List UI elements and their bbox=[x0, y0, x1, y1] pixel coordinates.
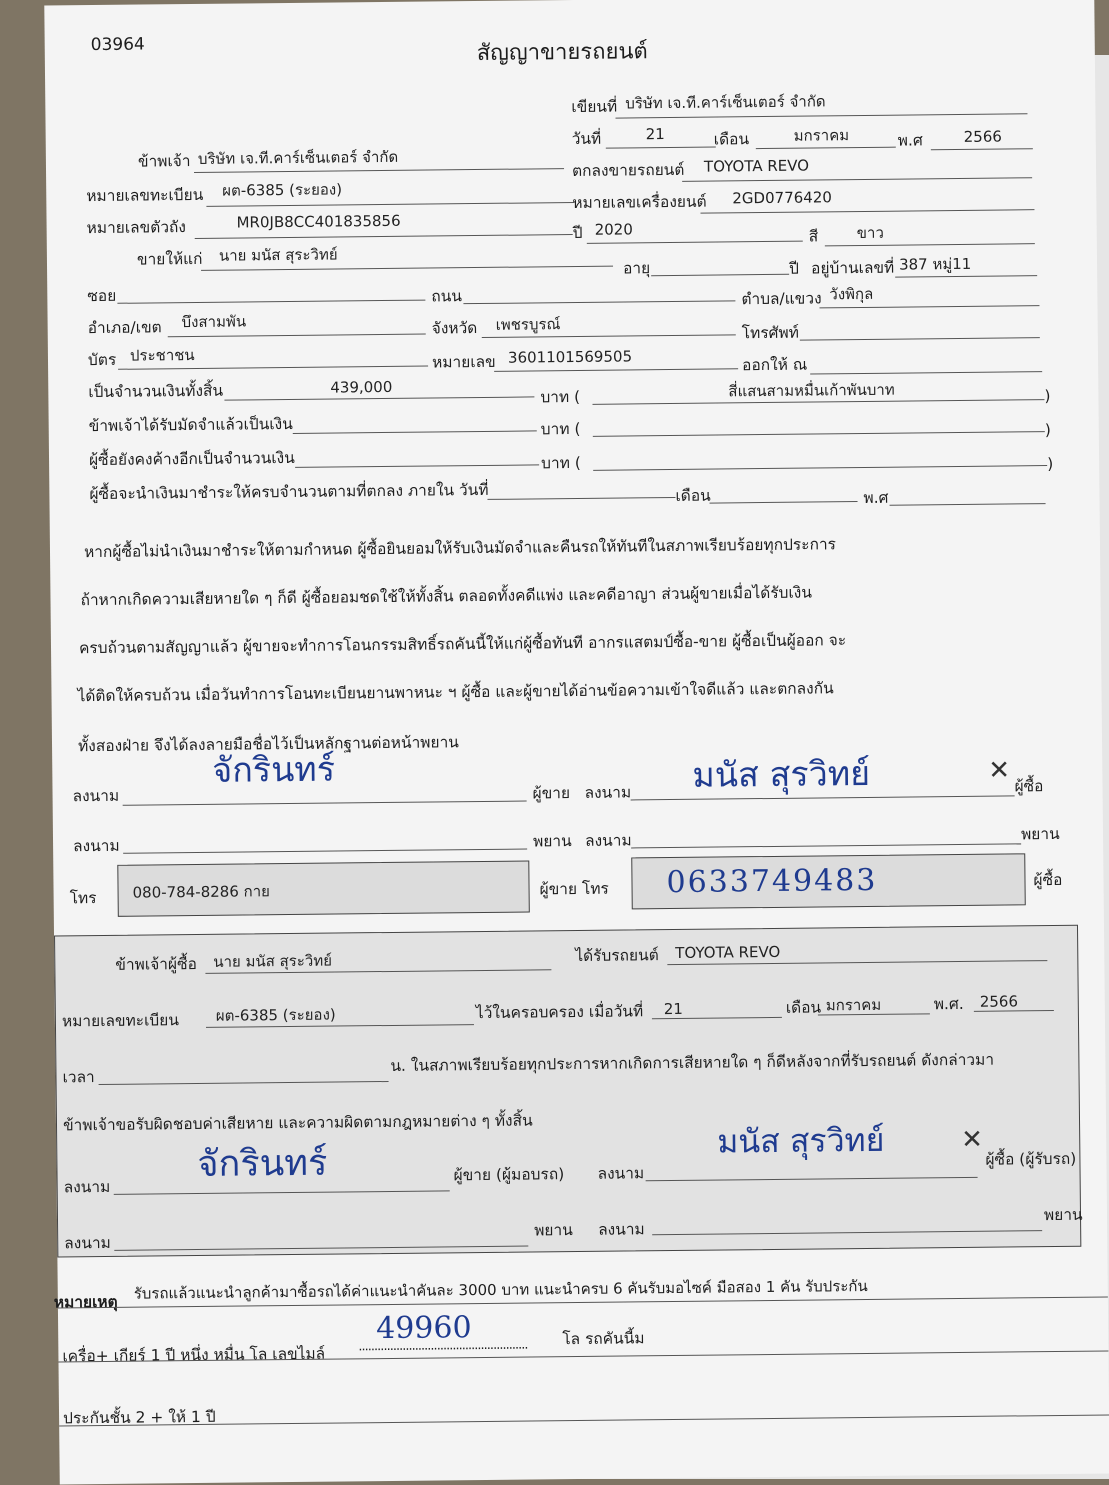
notes-line-1: รับรถแล้วแนะนำลูกค้ามาซื้อรถได้ค่าแนะนำคันละ 3000 บาท แนะนำครบ 6 คันรับมอไซค์ มือสอง 1 คัน รับประกัน bbox=[133, 1276, 868, 1303]
plate-label: หมายเลขทะเบียน bbox=[86, 185, 204, 206]
receipt-witness2-role: พยาน bbox=[1043, 1205, 1083, 1225]
possession-label: ไว้ในครอบครอง เมื่อวันที่ bbox=[475, 1002, 644, 1023]
receipt-buyer-label: ข้าพเจ้าผู้ซื้อ bbox=[115, 954, 197, 974]
id-line bbox=[494, 368, 738, 372]
receipt-day-line bbox=[652, 1017, 782, 1019]
notes-label: หมายเหตุ bbox=[53, 1292, 118, 1312]
payby-year-line bbox=[890, 503, 1046, 506]
receipt-month: มกราคม bbox=[825, 995, 882, 1015]
amphoe-label: อำเภอ/เขต bbox=[87, 318, 162, 338]
receipt-buyer-signature: มนัส สุรวิทย์ bbox=[717, 1120, 885, 1161]
year-label: พ.ศ bbox=[897, 131, 923, 150]
buyer-role: ผู้ซื้อ bbox=[1014, 777, 1044, 796]
phone-line bbox=[800, 337, 1040, 341]
witness2-role: พยาน bbox=[1020, 824, 1060, 844]
payby-day-line bbox=[487, 497, 675, 500]
remain-baht-label: บาท ( bbox=[541, 453, 581, 473]
payby-month-line bbox=[710, 501, 858, 504]
buyer-sign-line bbox=[631, 795, 1015, 800]
receipt-buyer-role: ผู้ซื้อ (ผู้รับรถ) bbox=[985, 1149, 1077, 1169]
date-label: วันที่ bbox=[571, 129, 602, 149]
deposit-close-paren: ) bbox=[1044, 421, 1051, 440]
written-at-value: บริษัท เจ.ที.คาร์เซ็นเตอร์ จำกัด bbox=[625, 92, 826, 113]
notes-mileage-dots: ...................................................... bbox=[358, 1337, 528, 1355]
color-line bbox=[825, 243, 1035, 246]
id-label: หมายเลข bbox=[431, 352, 496, 372]
receipt-witness2-line bbox=[652, 1230, 1042, 1235]
date-year-line bbox=[931, 148, 1033, 150]
total-words-line bbox=[592, 399, 1044, 405]
remain-line bbox=[295, 464, 539, 468]
remain-close-paren: ) bbox=[1047, 454, 1054, 474]
notes-line-2-start: เครื่อ+ เกียร์ 1 ปี หนึ่ง หมื่น โล เลขไมล์ bbox=[62, 1344, 326, 1366]
receipt-plate: ผต-6385 (ระยอง) bbox=[215, 1005, 336, 1025]
terms-line-2: ถ้าหากเกิดความเสียหายใด ๆ ก็ดี ผู้ซื้อยอมชดใช้ให้ทั้งสิ้น ตลอดทั้งคดีแพ่ง และคดีอาญา ส่วนผู้ขายเมื่อได้รับเงิน bbox=[80, 583, 812, 610]
witness2-sign-label: ลงนาม bbox=[584, 831, 632, 850]
receipt-section bbox=[54, 925, 1081, 1258]
chassis-line bbox=[195, 234, 573, 239]
buyer-tel: 0633749483 bbox=[666, 862, 878, 901]
notes-mileage: 49960 bbox=[375, 1310, 472, 1347]
road-line bbox=[463, 300, 735, 304]
deposit-label: ข้าพเจ้าได้รับมัดจำแล้วเป็นเงิน bbox=[88, 414, 293, 436]
terms-line-4: ได้ติดให้ครบถ้วน เมื่อวันทำการโอนทะเบียนยานพาหนะ ฯ ผู้ซื้อ และผู้ขายได้อ่านข้อความเข้าใจดีแล้ว และตกลงกัน bbox=[77, 679, 834, 706]
total-label: เป็นจำนวนเงินทั้งสิ้น bbox=[88, 381, 224, 402]
age-line bbox=[651, 274, 789, 276]
deposit-baht-label: บาท ( bbox=[540, 419, 581, 439]
deposit-words-line bbox=[593, 431, 1045, 437]
receipt-month-label: เดือน bbox=[785, 998, 822, 1017]
car-year-label: ปี bbox=[572, 223, 583, 243]
document-title: สัญญาขายรถยนต์ bbox=[476, 39, 648, 67]
plate-value: ผต-6385 (ระยอง) bbox=[222, 180, 343, 200]
province-label: จังหวัด bbox=[431, 319, 478, 338]
plate-line bbox=[206, 202, 574, 207]
age-year-label: ปี bbox=[788, 259, 800, 278]
total-close-paren: ) bbox=[1044, 387, 1051, 406]
seller-name: บริษัท เจ.ที.คาร์เซ็นเตอร์ จำกัด bbox=[197, 147, 399, 168]
road-label: ถนน bbox=[431, 287, 463, 306]
soi-label: ซอย bbox=[87, 286, 117, 306]
age-label: อายุ bbox=[622, 259, 651, 278]
buyer-name: นาย มนัส สุระวิทย์ bbox=[218, 245, 338, 265]
terms-line-3: ครบถ้วนตามสัญญาแล้ว ผู้ขายจะทำการโอนกรรมสิทธิ์รถคันนี้ให้แก่ผู้ซื้อทันที อากรแสตมป์ซื้อ-ขาย ผู้ซื้อเป็นผู้ออก จะ bbox=[78, 631, 847, 658]
date-year: 2566 bbox=[963, 127, 1002, 146]
receipt-plate-line bbox=[206, 1024, 474, 1028]
witness2-sign-line bbox=[631, 843, 1021, 848]
tambon-value: วังพิกุล bbox=[829, 284, 874, 304]
time-line bbox=[99, 1081, 389, 1085]
total-line bbox=[224, 396, 534, 400]
province-line bbox=[482, 334, 736, 338]
address-line bbox=[895, 275, 1037, 277]
responsibility-text: ข้าพเจ้าขอรับผิดชอบค่าเสียหาย และความผิดตามกฎหมายต่าง ๆ ทั้งสิ้น bbox=[62, 1111, 533, 1135]
total-words: สี่แสนสามหมื่นเก้าพันบาท bbox=[728, 380, 895, 401]
receipt-buyer-cross-mark: ✕ bbox=[961, 1124, 984, 1155]
notes-line-3: ประกันชั้น 2 + ให้ 1 ปี bbox=[62, 1407, 216, 1428]
issued-label: ออกให้ ณ bbox=[741, 355, 808, 375]
total-amount: 439,000 bbox=[330, 377, 393, 397]
seller-tel: 080-784-8286 กาย bbox=[132, 882, 270, 902]
terms-line-5: ทั้งสองฝ่าย จึงได้ลงลายมือชื่อไว้เป็นหลักฐานต่อหน้าพยาน bbox=[77, 733, 459, 756]
buyer-line bbox=[201, 266, 613, 271]
receipt-seller-role: ผู้ขาย (ผู้มอบรถ) bbox=[453, 1165, 565, 1185]
phone-label: โทรศัพท์ bbox=[741, 323, 800, 343]
chassis-number: MR0JB8CC401835856 bbox=[236, 211, 401, 232]
amphoe-value: บึงสามพัน bbox=[181, 312, 247, 332]
seller-tel-box bbox=[117, 861, 530, 917]
month-label: เดือน bbox=[713, 130, 750, 149]
issued-line bbox=[810, 371, 1042, 374]
tel-label: โทร bbox=[69, 889, 97, 908]
id-number: 3601101569505 bbox=[507, 347, 633, 367]
buyer-tel-role: ผู้ซื้อ bbox=[1033, 870, 1063, 890]
receipt-buyer-sign-label: ลงนาม bbox=[597, 1164, 645, 1183]
engine-number: 2GD0776420 bbox=[732, 188, 832, 208]
address-label: อยู่บ้านเลขที่ bbox=[810, 258, 895, 278]
seller-signature: จักรินทร์ bbox=[212, 749, 336, 791]
address-value: 387 หมู่11 bbox=[898, 254, 972, 274]
received-label: ได้รับรถยนต์ bbox=[575, 946, 659, 966]
tambon-line bbox=[819, 305, 1039, 308]
color-label: สี bbox=[808, 227, 819, 246]
receipt-seller-sign-label: ลงนาม bbox=[63, 1177, 111, 1197]
engine-line bbox=[700, 209, 1034, 213]
witness1-role: พยาน bbox=[532, 832, 572, 851]
notes-line-3-rule bbox=[59, 1414, 1109, 1426]
seller-sign-line bbox=[123, 801, 527, 806]
receipt-day: 21 bbox=[663, 999, 684, 1019]
buyer-signature: มนัส สุรวิทย์ bbox=[692, 753, 871, 796]
seller-line bbox=[194, 168, 564, 173]
date-month-line bbox=[756, 147, 896, 149]
buyer-cross-mark: ✕ bbox=[988, 755, 1011, 786]
receipt-month-line bbox=[818, 1013, 930, 1015]
written-at-line bbox=[615, 113, 1027, 118]
receipt-plate-label: หมายเลขทะเบียน bbox=[61, 1011, 179, 1031]
tambon-label: ตำบล/แขวง bbox=[741, 289, 822, 309]
i-label: ข้าพเจ้า bbox=[137, 152, 191, 171]
agree-label: ตกลงขายรถยนต์ bbox=[571, 160, 685, 181]
soi-line bbox=[117, 300, 425, 304]
witness1-sign-label: ลงนาม bbox=[72, 836, 120, 856]
seller-role: ผู้ขาย bbox=[532, 784, 571, 803]
seller-tel-role: ผู้ขาย โทร bbox=[539, 879, 609, 899]
total-baht-label: บาท ( bbox=[540, 387, 581, 407]
written-at-label: เขียนที่ bbox=[571, 97, 618, 117]
deposit-line bbox=[293, 430, 537, 434]
receipt-year: 2566 bbox=[979, 992, 1019, 1011]
remain-label: ผู้ซื้อยังคงค้างอีกเป็นจำนวนเงิน bbox=[88, 448, 295, 470]
engine-label: หมายเลขเครื่องยนต์ bbox=[572, 192, 707, 213]
receipt-witness2-label: ลงนาม bbox=[598, 1220, 645, 1239]
remain-words-line bbox=[593, 465, 1047, 471]
card-label: บัตร bbox=[87, 350, 117, 370]
card-line bbox=[118, 366, 428, 370]
receipt-buyer-sign-line bbox=[646, 1177, 978, 1181]
terms-line-1: หากผู้ซื้อไม่นำเงินมาชำระให้ตามกำหนด ผู้ซื้อยินยอมให้รับเงินมัดจำและคืนรถให้ทันทีในสภาพเรียบร้อยทุกประการ bbox=[83, 535, 837, 562]
color-value: ขาว bbox=[856, 223, 884, 243]
sold-to-label: ขายให้แก่ bbox=[136, 249, 203, 269]
card-type: ประชาชน bbox=[129, 345, 195, 365]
car-year: 2020 bbox=[594, 220, 633, 239]
payby-month-label: เดือน bbox=[675, 486, 711, 505]
buyer-sign-label: ลงนาม bbox=[584, 783, 632, 802]
document-number: 03964 bbox=[90, 34, 145, 56]
car-brand: TOYOTA REVO bbox=[703, 156, 810, 176]
payby-year-label: พ.ศ bbox=[863, 488, 889, 507]
receipt-seller-sign-line bbox=[114, 1190, 450, 1195]
witness1-sign-line bbox=[123, 849, 527, 854]
date-month: มกราคม bbox=[793, 126, 850, 145]
contract-paper bbox=[44, 0, 1109, 1484]
date-day: 21 bbox=[645, 125, 665, 144]
car-year-line bbox=[587, 241, 803, 244]
time-label: เวลา bbox=[62, 1068, 95, 1087]
notes-line-2-end: โล รถคันนี้ม bbox=[562, 1329, 645, 1349]
buyer-tel-box bbox=[631, 853, 1026, 909]
date-day-line bbox=[606, 147, 716, 149]
receipt-year-label: พ.ศ. bbox=[933, 994, 964, 1014]
province-value: เพชรบูรณ์ bbox=[495, 315, 561, 334]
seller-sign-label: ลงนาม bbox=[72, 786, 120, 806]
receipt-year-line bbox=[974, 1010, 1054, 1012]
receipt-witness1-role: พยาน bbox=[534, 1221, 573, 1240]
time-suffix: น. ในสภาพเรียบร้อยทุกประการหากเกิดการเสียหายใด ๆ ก็ดีหลังจากที่รับรถยนต์ ดังกล่าวมา bbox=[390, 1050, 995, 1075]
receipt-seller-signature: จักรินทร์ bbox=[197, 1142, 328, 1185]
chassis-label: หมายเลขตัวถัง bbox=[86, 218, 187, 238]
amphoe-line bbox=[168, 334, 426, 338]
car-brand-line bbox=[682, 177, 1032, 182]
receipt-witness1-line bbox=[114, 1246, 528, 1251]
receipt-car-brand: TOYOTA REVO bbox=[675, 942, 781, 962]
payby-label: ผู้ซื้อจะนำเงินมาชำระให้ครบจำนวนตามที่ตกลง ภายใน วันที่ bbox=[89, 480, 489, 504]
receipt-buyer: นาย มนัส สุระวิทย์ bbox=[213, 951, 333, 971]
receipt-witness1-label: ลงนาม bbox=[64, 1233, 111, 1253]
